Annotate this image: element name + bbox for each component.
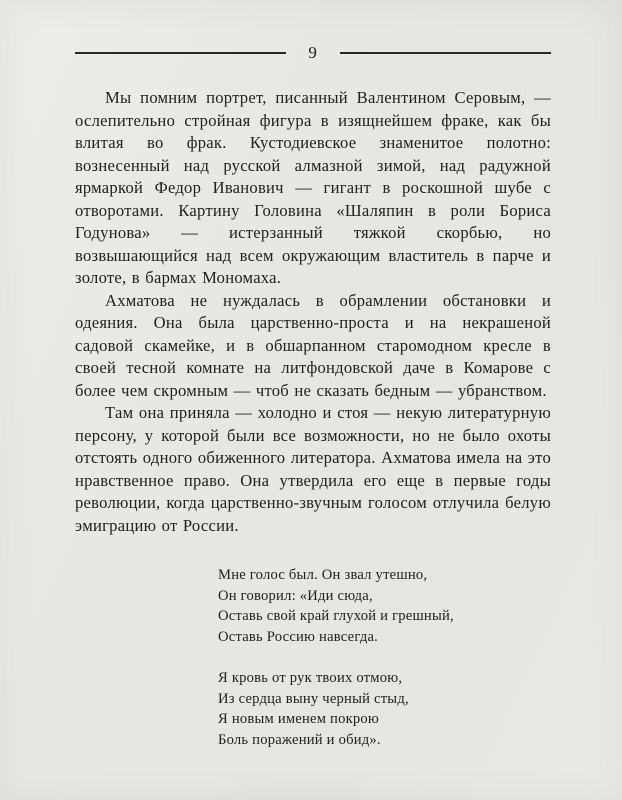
page-number: 9	[308, 43, 318, 62]
running-head	[75, 44, 551, 61]
poem-line: Боль поражений и обид».	[218, 731, 381, 748]
poem-block	[218, 565, 551, 750]
poem-line: Я новым именем покрою	[218, 711, 380, 727]
poem-line: Оставь свой край глухой и грешный,	[218, 608, 454, 624]
paragraph: Там она приняла — холодно и стоя — некую литературную персону, у которой были все возможности, но не было охоты отстоять одного обиженного литератора. Ахматова имела на это нравственное право. Она утвердила его еще в первые годы революции, когда царственно-звучным голосом отлучила белую эмиграцию от России.	[75, 403, 551, 535]
text-block	[75, 44, 551, 750]
poem-line: Он говорил: «Иди сюда,	[218, 587, 373, 604]
paragraph: Мы помним портрет, писанный Валентином Серовым, — ослепительно стройная фигура в изящнейшем фраке, как бы влитая во фрак. Кустодиевское знаменитое полотно: вознесенный над русской алмазной зимой, над радужной ярмаркой Федор Иванович — гигант в роскошной шубе с отворотами. Картину Головина «Шаляпин в роли Бориса Годунова» — истерзанный тяжкой скорбью, но возвышающийся над всем окружающим властитель в парче и золоте, в бармах Мономаха.	[75, 88, 551, 287]
header-rule-left	[75, 52, 286, 54]
poem-line: Из сердца выну черный стыд,	[218, 690, 409, 707]
body-text	[75, 87, 551, 537]
poem-line: Я кровь от рук твоих отмою,	[218, 670, 403, 686]
poem-stanza	[218, 565, 551, 647]
poem-line: Оставь Россию навсегда.	[218, 628, 379, 645]
poem-line: Мне голос был. Он звал утешно,	[218, 567, 428, 583]
poem-stanza	[218, 668, 551, 750]
header-rule-right	[340, 52, 551, 54]
paragraph: Ахматова не нуждалась в обрамлении обстановки и одеяния. Она была царственно-проста и на некрашеной садовой скамейке, и в обшарпанном старомодном кресле в своей тесной комнате на литфондовской даче в Комарове с более чем скромным — чтоб не сказать бедным — убранством.	[75, 290, 551, 400]
